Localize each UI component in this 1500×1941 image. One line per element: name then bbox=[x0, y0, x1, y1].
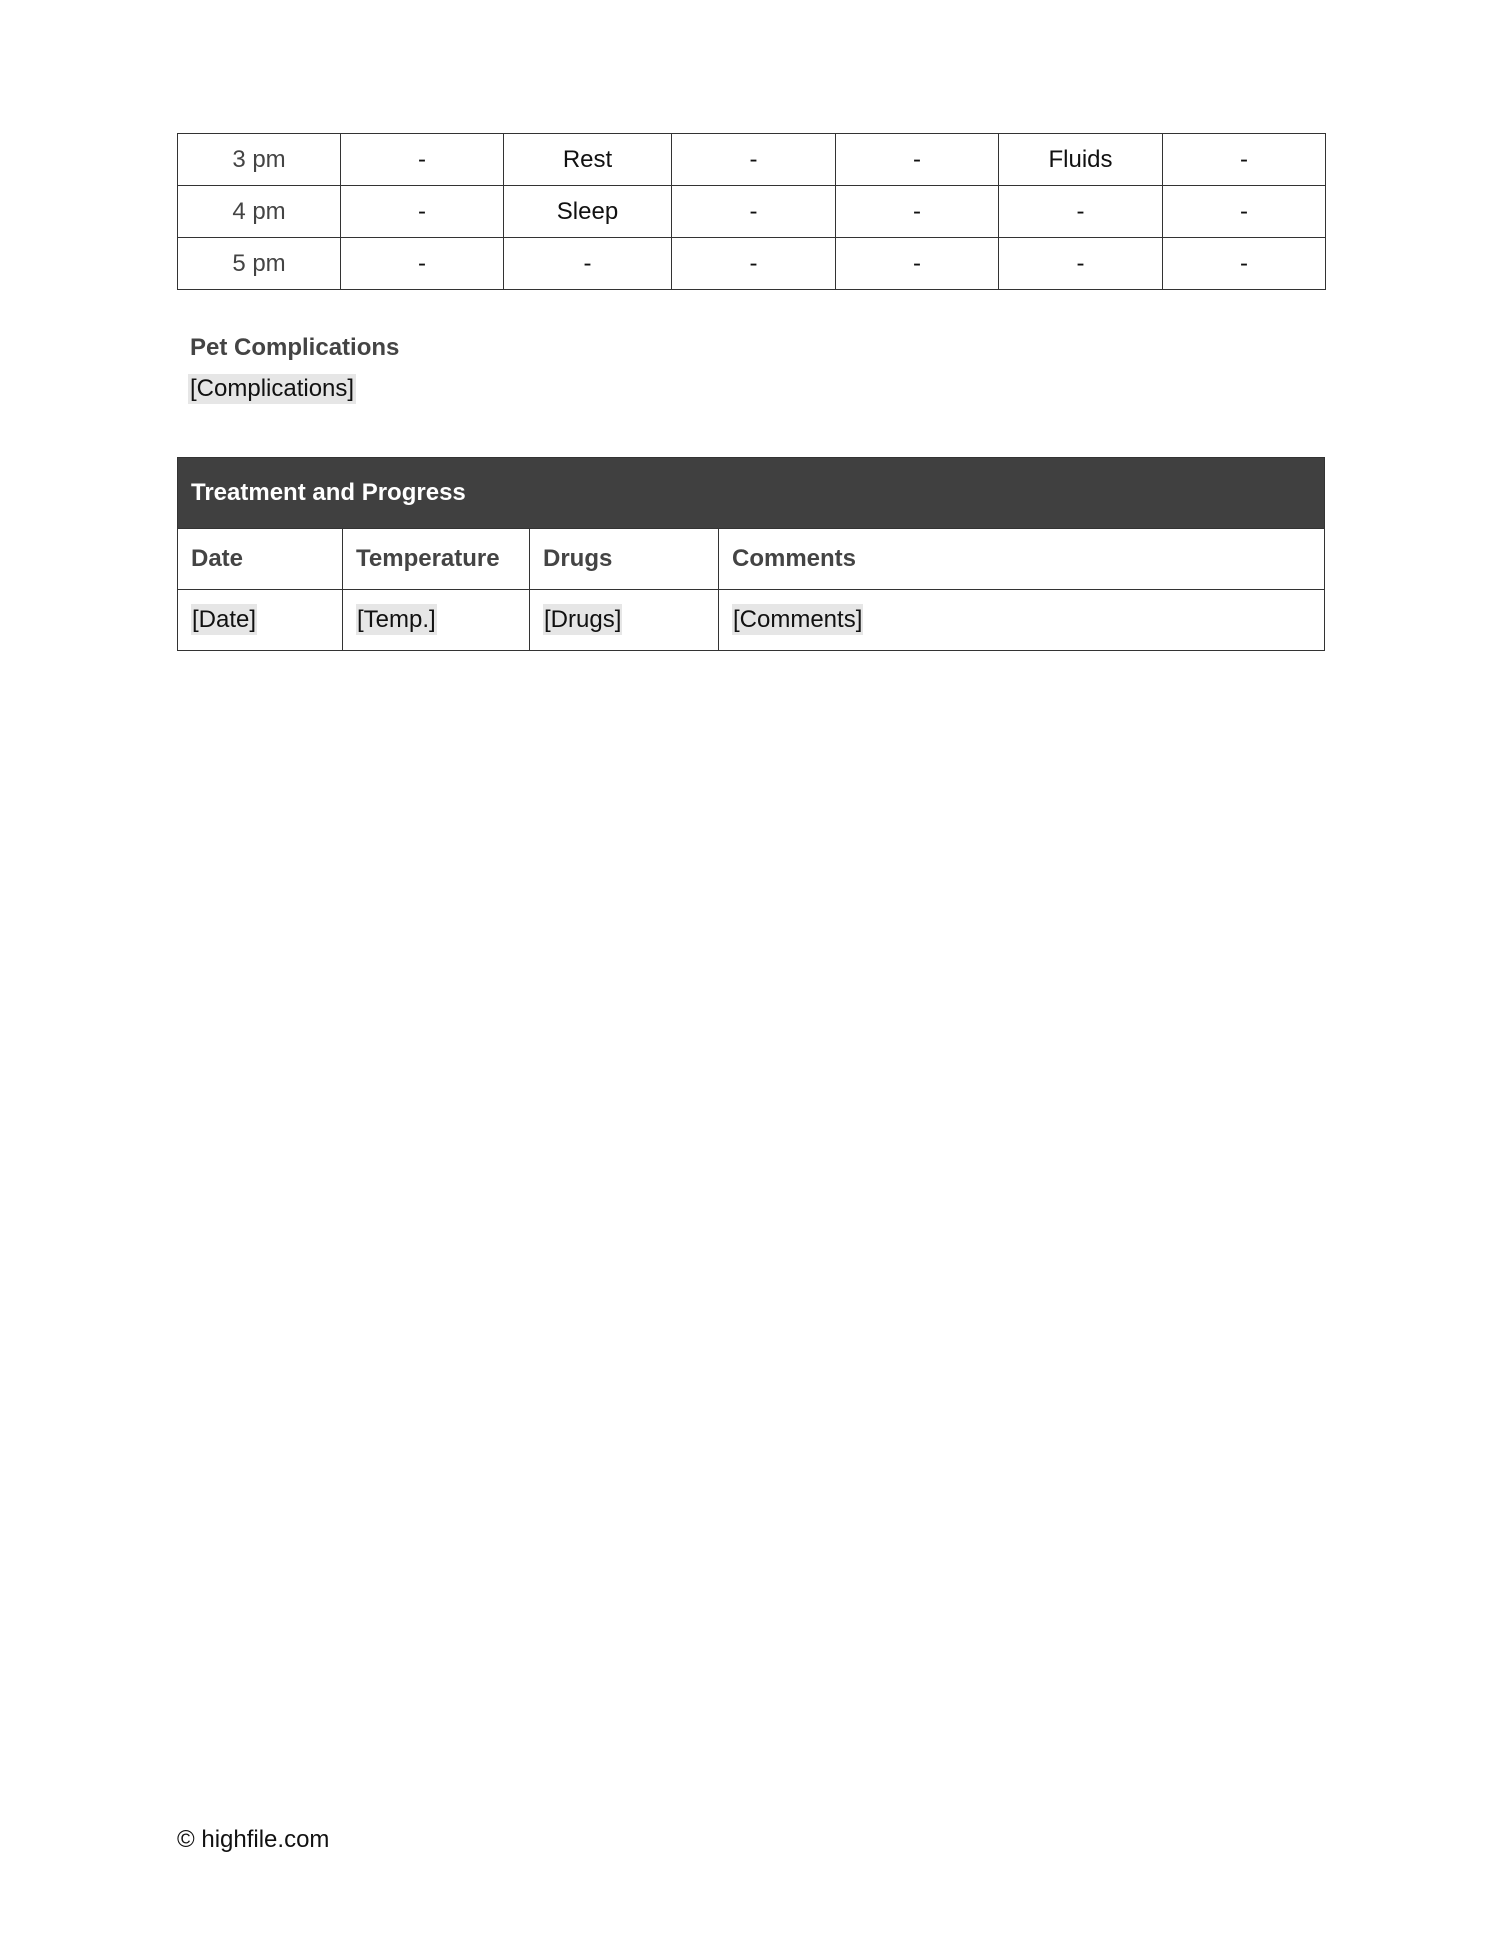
time-cell: 4 pm bbox=[178, 186, 341, 238]
schedule-cell: - bbox=[672, 238, 836, 290]
treatment-title: Treatment and Progress bbox=[178, 458, 1325, 529]
temperature-field[interactable]: [Temp.] bbox=[357, 606, 436, 633]
header-date: Date bbox=[178, 529, 343, 590]
schedule-cell: - bbox=[836, 238, 999, 290]
schedule-cell: - bbox=[836, 134, 999, 186]
date-field[interactable]: [Date] bbox=[192, 606, 257, 633]
schedule-cell: Fluids bbox=[999, 134, 1163, 186]
schedule-row bbox=[178, 238, 1326, 290]
schedule-cell: - bbox=[672, 186, 836, 238]
schedule-cell: - bbox=[504, 238, 672, 290]
schedule-cell: - bbox=[1163, 134, 1326, 186]
schedule-cell: - bbox=[836, 186, 999, 238]
schedule-cell: - bbox=[672, 134, 836, 186]
header-drugs: Drugs bbox=[530, 529, 719, 590]
schedule-row bbox=[178, 186, 1326, 238]
schedule-cell: - bbox=[341, 186, 504, 238]
schedule-row bbox=[178, 134, 1326, 186]
schedule-cell: - bbox=[341, 134, 504, 186]
schedule-cell: - bbox=[999, 238, 1163, 290]
complications-heading: Pet Complications bbox=[190, 334, 400, 361]
schedule-cell: - bbox=[1163, 238, 1326, 290]
schedule-cell: - bbox=[999, 186, 1163, 238]
comments-field[interactable]: [Comments] bbox=[733, 606, 863, 633]
complications-field[interactable]: [Complications] bbox=[190, 375, 355, 402]
header-temperature: Temperature bbox=[343, 529, 530, 590]
time-cell: 5 pm bbox=[178, 238, 341, 290]
drugs-field[interactable]: [Drugs] bbox=[544, 606, 622, 633]
schedule-cell: - bbox=[1163, 186, 1326, 238]
schedule-table bbox=[177, 133, 1326, 290]
schedule-cell: Rest bbox=[504, 134, 672, 186]
footer-copyright: © highfile.com bbox=[177, 1826, 330, 1853]
schedule-cell: Sleep bbox=[504, 186, 672, 238]
time-cell: 3 pm bbox=[178, 134, 341, 186]
header-comments: Comments bbox=[719, 529, 1325, 590]
treatment-table bbox=[177, 457, 1325, 651]
schedule-cell: - bbox=[341, 238, 504, 290]
